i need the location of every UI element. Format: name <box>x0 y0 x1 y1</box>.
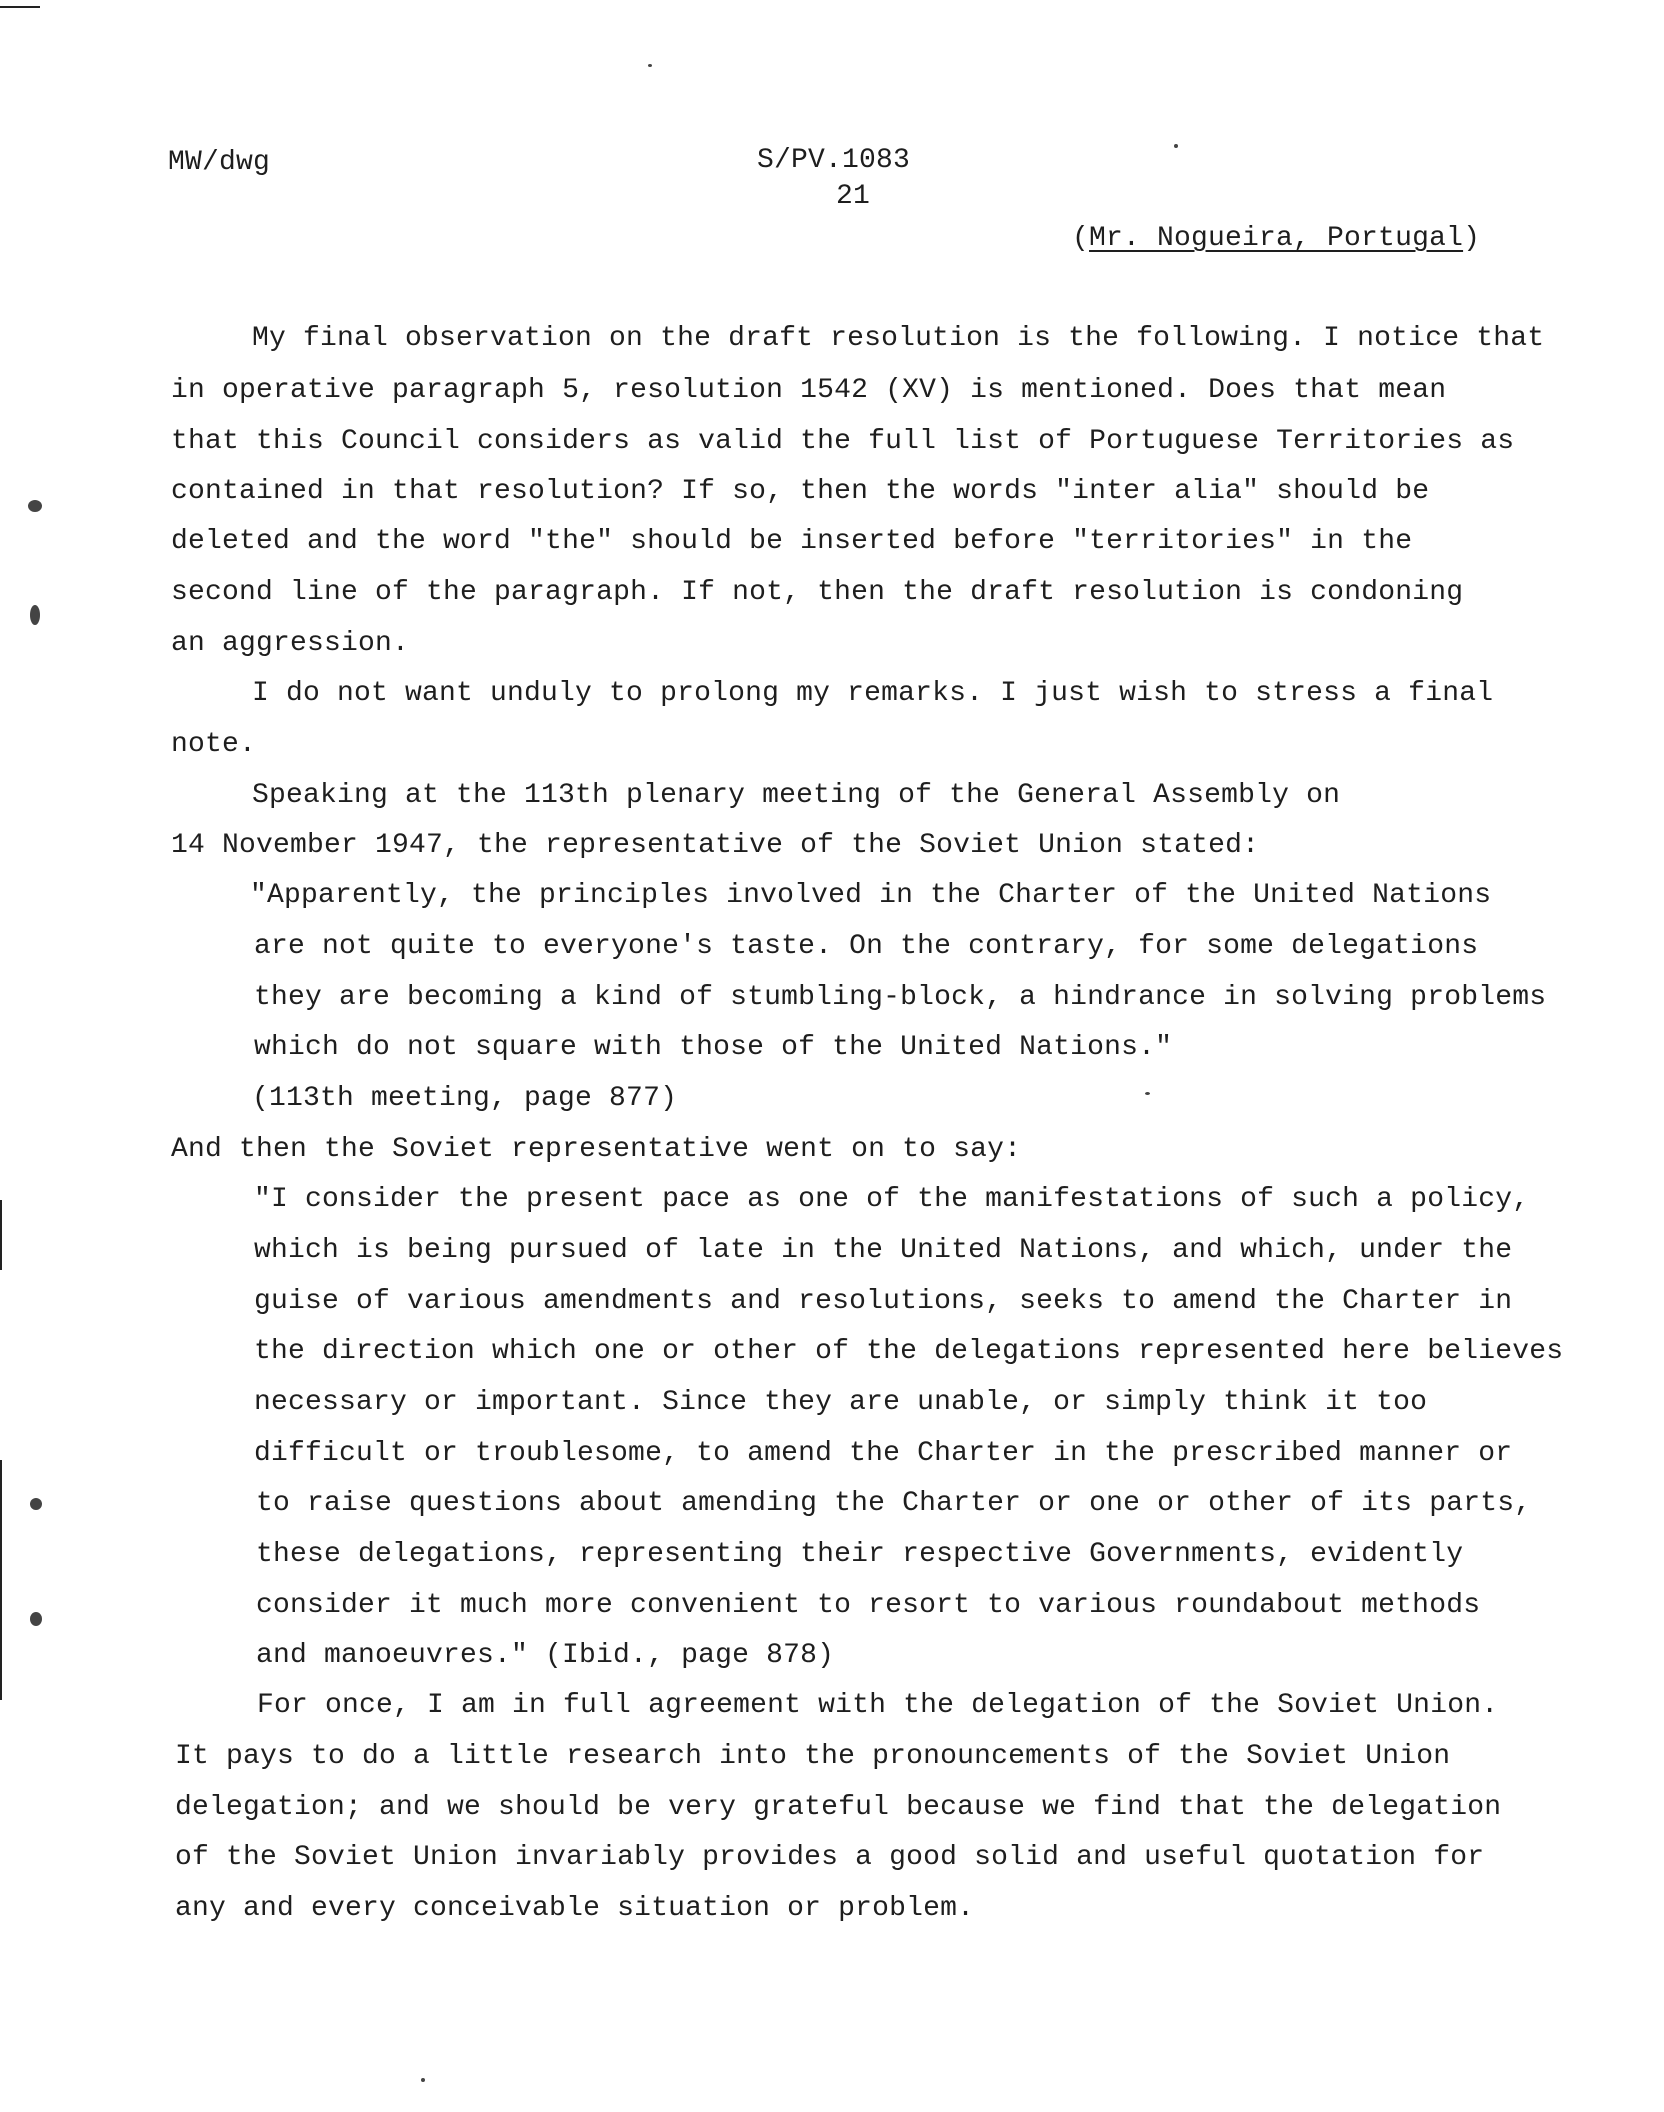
text-line: "Apparently, the principles involved in the Charter of the United Nations <box>250 880 1492 911</box>
reference-initials: MW/dwg <box>168 147 271 178</box>
text-line: they are becoming a kind of stumbling-block, a hindrance in solving problems <box>254 982 1547 1013</box>
scan-artifact-speck <box>1145 1092 1150 1095</box>
text-line: I do not want unduly to prolong my remarks. I just wish to stress a final <box>252 678 1494 709</box>
text-line: note. <box>171 729 257 760</box>
text-line: and manoeuvres." (Ibid., page 878) <box>256 1640 835 1671</box>
text-line: of the Soviet Union invariably provides a good solid and useful quotation for <box>175 1842 1485 1873</box>
text-line: any and every conceivable situation or problem. <box>175 1893 975 1924</box>
page-number: 21 <box>836 181 871 212</box>
scan-artifact-speck <box>421 2078 425 2082</box>
speaker-name: Mr. Nogueira, Portugal <box>1089 223 1464 254</box>
text-line: consider it much more convenient to resort to various roundabout methods <box>256 1590 1481 1621</box>
text-line: are not quite to everyone's taste. On the contrary, for some delegations <box>254 931 1479 962</box>
scan-artifact-top-line <box>0 6 40 8</box>
text-line: (113th meeting, page 877) <box>252 1083 678 1114</box>
text-line: that this Council considers as valid the full list of Portuguese Territories as <box>171 426 1515 457</box>
text-line: the direction which one or other of the delegations represented here believes <box>254 1336 1564 1367</box>
document-symbol: S/PV.1083 <box>757 145 911 176</box>
text-line: guise of various amendments and resolutions, seeks to amend the Charter in <box>254 1286 1513 1317</box>
scan-artifact-speck <box>1174 144 1178 148</box>
text-line: 14 November 1947, the representative of the Soviet Union stated: <box>171 830 1260 861</box>
text-line: Speaking at the 113th plenary meeting of the General Assembly on <box>252 780 1341 811</box>
scan-artifact-mark <box>28 500 42 512</box>
speaker-close-paren: ) <box>1463 223 1481 254</box>
text-line: which is being pursued of late in the United Nations, and which, under the <box>254 1235 1513 1266</box>
speaker-attribution <box>1072 214 1480 264</box>
text-line: And then the Soviet representative went on to say: <box>171 1134 1022 1165</box>
speaker-open-paren: ( <box>1072 223 1090 254</box>
text-line: these delegations, representing their respective Governments, evidently <box>256 1539 1464 1570</box>
scan-artifact-mark <box>30 1498 42 1510</box>
text-line: difficult or troublesome, to amend the Charter in the prescribed manner or <box>254 1438 1513 1469</box>
text-line: For once, I am in full agreement with the delegation of the Soviet Union. <box>257 1690 1499 1721</box>
text-line: which do not square with those of the United Nations." <box>254 1032 1173 1063</box>
text-line: My final observation on the draft resolution is the following. I notice that <box>252 323 1545 354</box>
scan-artifact-speck <box>648 64 652 67</box>
scan-artifact-edge <box>0 1200 2 1270</box>
text-line: deleted and the word "the" should be inserted before "territories" in the <box>171 526 1413 557</box>
text-line: "I consider the present pace as one of the manifestations of such a policy, <box>254 1184 1530 1215</box>
text-line: second line of the paragraph. If not, then the draft resolution is condoning <box>171 577 1464 608</box>
text-line: an aggression. <box>171 628 410 659</box>
text-line: contained in that resolution? If so, then the words "inter alia" should be <box>171 476 1430 507</box>
scan-artifact-edge <box>0 1460 2 1700</box>
text-line: It pays to do a little research into the pronouncements of the Soviet Union <box>175 1741 1451 1772</box>
scan-artifact-mark <box>30 1612 42 1626</box>
text-line: delegation; and we should be very grateful because we find that the delegation <box>175 1792 1502 1823</box>
text-line: in operative paragraph 5, resolution 1542 (XV) is mentioned. Does that mean <box>171 375 1447 406</box>
text-line: necessary or important. Since they are unable, or simply think it too <box>254 1387 1428 1418</box>
text-line: to raise questions about amending the Charter or one or other of its parts, <box>256 1488 1532 1519</box>
scan-artifact-mark <box>30 605 40 625</box>
